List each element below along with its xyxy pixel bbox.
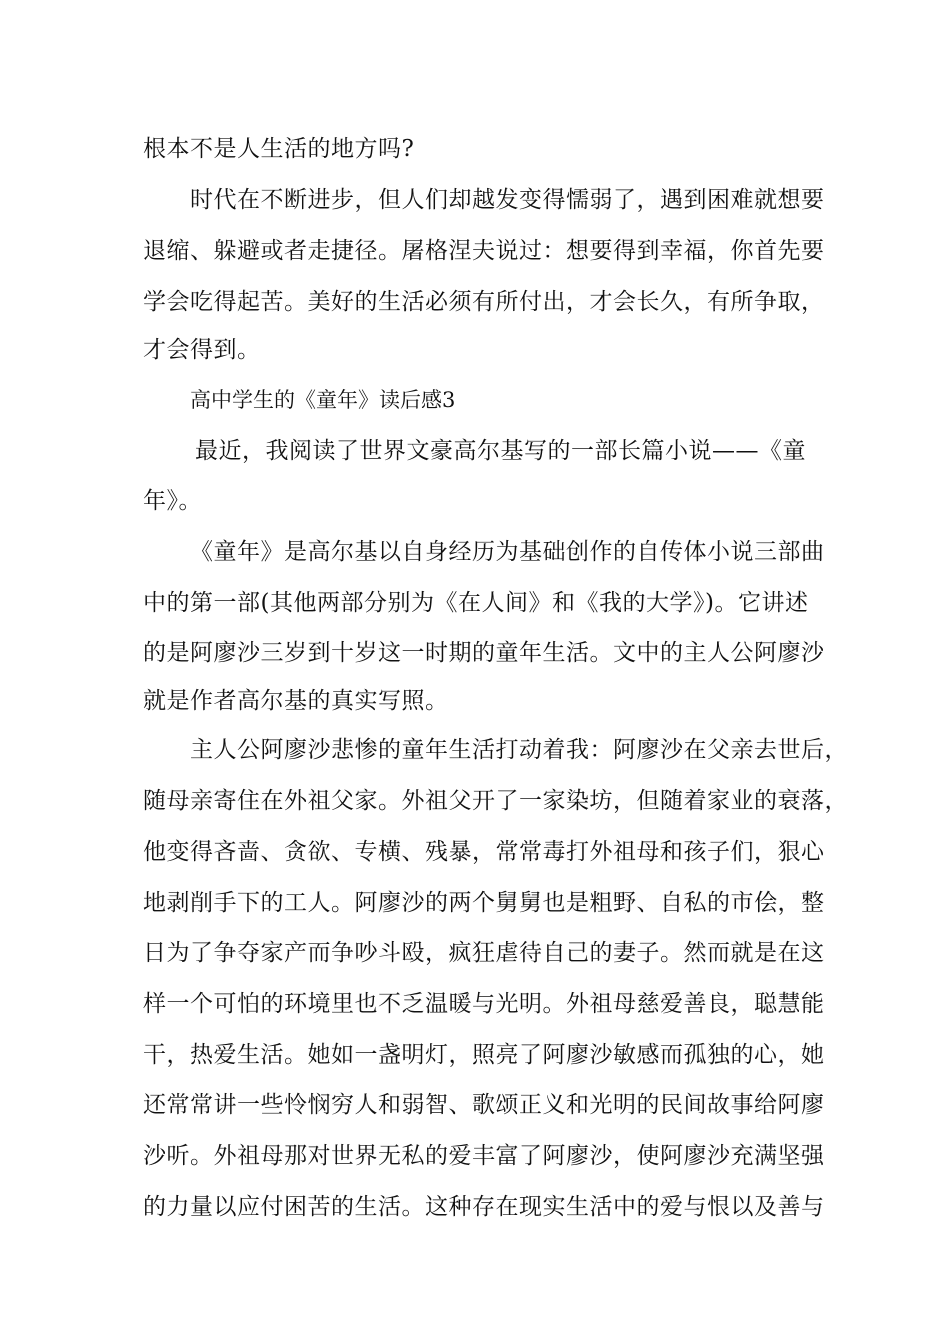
text-line: 他变得吝啬、贪欲、专横、残暴，常常毒打外祖母和孩子们，狠心 <box>143 839 825 865</box>
text-line: 就是作者高尔基的真实写照。 <box>143 688 449 714</box>
text-line: 中的第一部(其他两部分别为《在人间》和《我的大学》)。它讲述 <box>143 590 809 616</box>
section-heading: 高中学生的《童年》读后感3 <box>190 388 456 412</box>
text-line: 还常常讲一些怜悯穷人和弱智、歌颂正义和光明的民间故事给阿廖 <box>143 1092 825 1118</box>
paragraph-first-line: 最近，我阅读了世界文豪高尔基写的一部长篇小说——《童 <box>195 438 806 464</box>
text-line: 学会吃得起苦。美好的生活必须有所付出，才会长久，有所争取， <box>143 289 825 315</box>
text-line: 才会得到。 <box>143 337 261 363</box>
text-line: 的是阿廖沙三岁到十岁这一时期的童年生活。文中的主人公阿廖沙 <box>143 640 825 666</box>
paragraph-first-line: 主人公阿廖沙悲惨的童年生活打动着我：阿廖沙在父亲去世后， <box>190 737 848 763</box>
text-line: 沙听。外祖母那对世界无私的爱丰富了阿廖沙，使阿廖沙充满坚强 <box>143 1143 825 1169</box>
text-line: 地剥削手下的工人。阿廖沙的两个舅舅也是粗野、自私的市侩，整 <box>143 890 825 916</box>
text-line: 随母亲寄住在外祖父家。外祖父开了一家染坊，但随着家业的衰落， <box>143 788 848 814</box>
paragraph-first-line: 《童年》是高尔基以自身经历为基础创作的自传体小说三部曲 <box>190 539 825 565</box>
text-line: 的力量以应付困苦的生活。这种存在现实生活中的爱与恨以及善与 <box>143 1194 825 1220</box>
text-line: 退缩、躲避或者走捷径。屠格涅夫说过：想要得到幸福，你首先要 <box>143 238 825 264</box>
text-line: 日为了争夺家产而争吵斗殴，疯狂虐待自己的妻子。然而就是在这 <box>143 940 825 966</box>
paragraph-first-line: 时代在不断进步，但人们却越发变得懦弱了，遇到困难就想要 <box>190 187 825 213</box>
text-line: 年》。 <box>143 488 202 514</box>
text-line: 干，热爱生活。她如一盏明灯，照亮了阿廖沙敏感而孤独的心，她 <box>143 1042 825 1068</box>
text-line: 根本不是人生活的地方吗? <box>143 136 415 162</box>
text-line: 样一个可怕的环境里也不乏温暖与光明。外祖母慈爱善良，聪慧能 <box>143 991 825 1017</box>
